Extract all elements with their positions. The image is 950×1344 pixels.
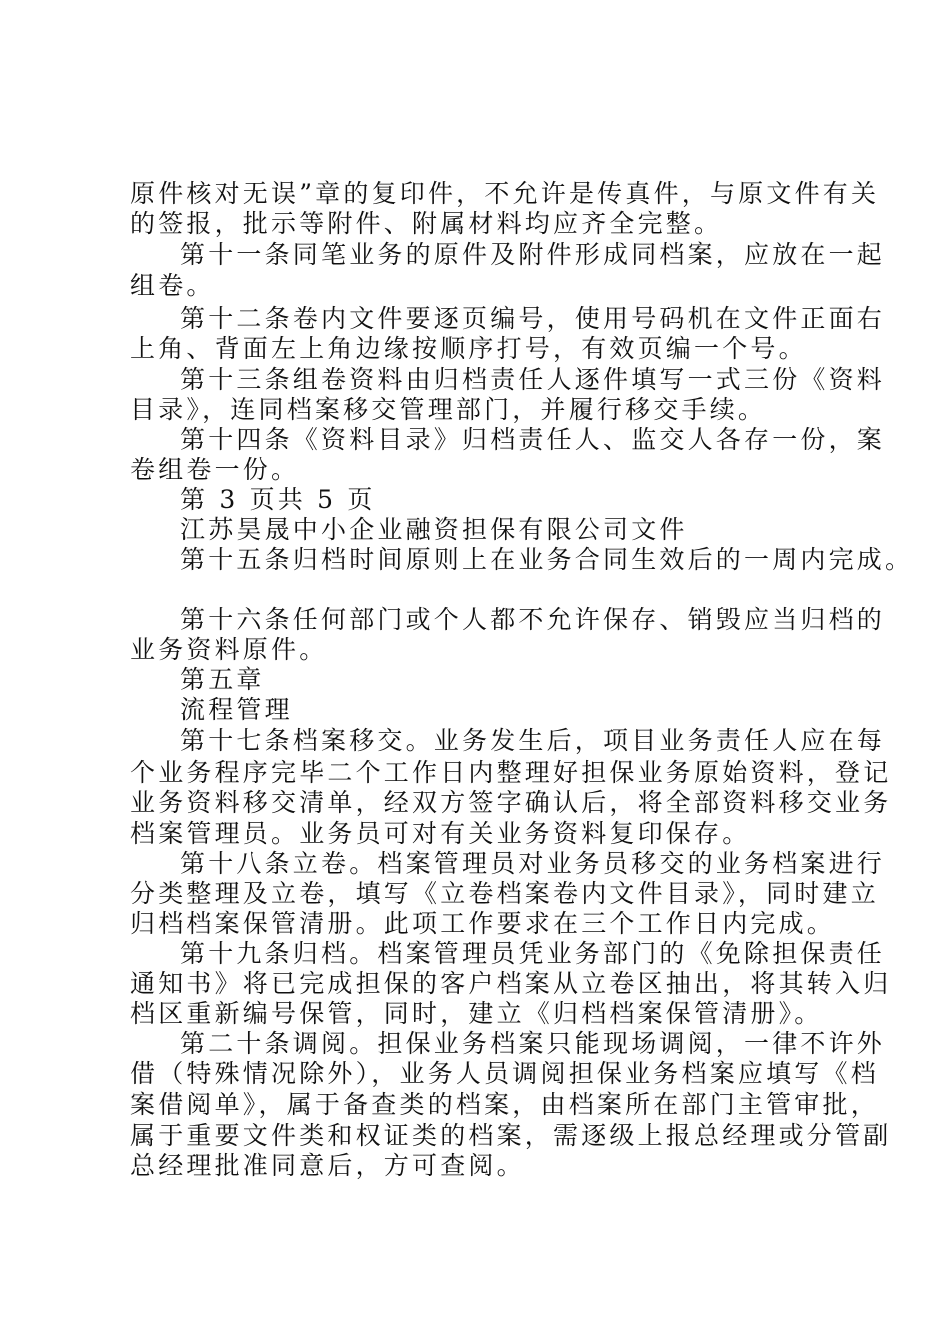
paragraph-line: 原件核对无误”章的复印件，不允许是传真件，与原文件有关	[130, 179, 880, 208]
paragraph-line: 业务资料移交清单，经双方签字确认后，将全部资料移交业务	[130, 788, 892, 817]
paragraph-line: 目录》，连同档案移交管理部门，并履行移交手续。	[130, 395, 767, 424]
article-20-line: 第二十条调阅。担保业务档案只能现场调阅，一律不许外	[180, 1029, 886, 1058]
paragraph-line: 分类整理及立卷，填写《立卷档案卷内文件目录》，同时建立	[130, 879, 879, 908]
article-13-line: 第十三条组卷资料由归档责任人逐件填写一式三份《资料	[180, 365, 886, 394]
paragraph-line: 借（特殊情况除外），业务人员调阅担保业务档案应填写《档	[130, 1059, 879, 1088]
paragraph-line: 个业务程序完毕二个工作日内整理好担保业务原始资料，登记	[130, 758, 892, 787]
paragraph-line: 上角、背面左上角边缘按顺序打号，有效页编一个号。	[130, 334, 807, 363]
paragraph-line: 通知书》将已完成担保的客户档案从立卷区抽出，将其转入归	[130, 969, 892, 998]
paragraph-line: 总经理批准同意后，方可查阅。	[130, 1151, 525, 1180]
article-18-line: 第十八条立卷。档案管理员对业务员移交的业务档案进行	[180, 849, 886, 878]
chapter-heading: 第五章	[180, 665, 265, 694]
article-12-line: 第十二条卷内文件要逐页编号，使用号码机在文件正面右	[180, 304, 886, 333]
paragraph-line: 业务资料原件。	[130, 635, 328, 664]
article-16-line: 第十六条任何部门或个人都不允许保存、销毁应当归档的	[180, 605, 886, 634]
paragraph-line: 案借阅单》，属于备查类的档案，由档案所在部门主管审批，	[130, 1090, 879, 1119]
paragraph-line: 归档档案保管清册。此项工作要求在三个工作日内完成。	[130, 909, 836, 938]
article-17-line: 第十七条档案移交。业务发生后，项目业务责任人应在每	[180, 726, 886, 755]
article-11-line: 第十一条同笔业务的原件及附件形成同档案，应放在一起	[180, 240, 886, 269]
paragraph-line: 档区重新编号保管，同时，建立《归档档案保管清册》。	[130, 999, 823, 1028]
article-19-line: 第十九条归档。档案管理员凭业务部门的《免除担保责任	[180, 939, 886, 968]
paragraph-line: 档案管理员。业务员可对有关业务资料复印保存。	[130, 819, 751, 848]
article-14-line: 第十四条《资料目录》归档责任人、监交人各存一份，案	[180, 425, 886, 454]
paragraph-line: 的签报，批示等附件、附属材料均应齐全完整。	[130, 209, 723, 238]
company-header: 江苏昊晟中小企业融资担保有限公司文件	[180, 515, 688, 544]
chapter-title: 流程管理	[180, 695, 293, 724]
paragraph-line: 组卷。	[130, 271, 215, 300]
paragraph-line: 属于重要文件类和权证类的档案，需逐级上报总经理或分管副	[130, 1121, 892, 1150]
article-15-line: 第十五条归档时间原则上在业务合同生效后的一周内完成。	[180, 545, 914, 574]
paragraph-line: 卷组卷一份。	[130, 455, 300, 484]
page-number: 第 3 页共 5 页	[180, 485, 376, 514]
